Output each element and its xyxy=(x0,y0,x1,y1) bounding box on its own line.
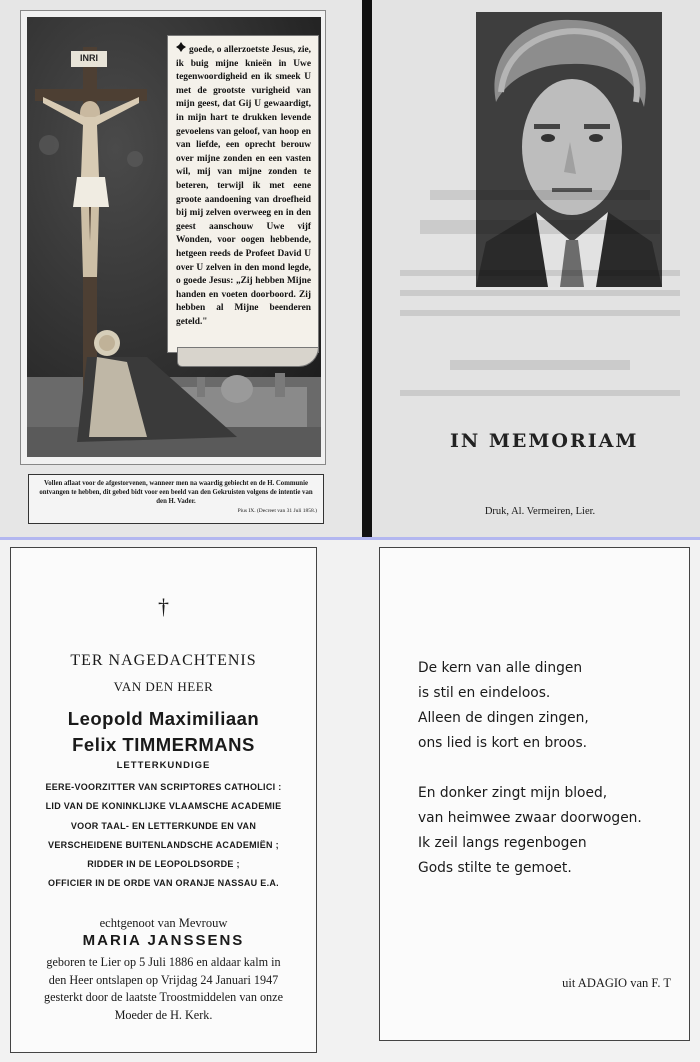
deceased-name-line1: Leopold Maximiliaan xyxy=(67,708,260,729)
crucifixion-illustration xyxy=(27,17,321,457)
bio-line: geboren te Lier op 5 Juli 1886 en aldaar kalm in xyxy=(46,955,281,969)
deceased-name-line2: Felix TIMMERMANS xyxy=(72,734,255,755)
remembrance-subheading: VAN DEN HEER xyxy=(113,679,214,694)
remembrance-heading: TER NAGEDACHTENIS xyxy=(70,652,257,669)
poem-line: Gods stilte te gemoet. xyxy=(418,860,572,876)
poem-line: Alleen de dingen zingen, xyxy=(418,710,589,726)
in-memoriam-title: IN MEMORIAM xyxy=(450,430,639,452)
bio-line: den Heer ontslapen op Vrijdag 24 Januari 1947 xyxy=(48,972,279,987)
inner-spread xyxy=(0,540,700,1062)
indulgence-text: Vollen aflaat voor de afgestorvenen, wanneer men na waardig gebiecht en de H. Communie ontvangen te hebben, dit gebed bidt voor een beeld van den Gekruisten volgens de intentie van den H. Vader. xyxy=(39,480,313,506)
obituary-panel xyxy=(10,547,317,1053)
poem-credit: uit ADAGIO van F. T xyxy=(562,976,671,990)
honour-line: LID VAN DE KONINKLIJKE VLAAMSCHE ACADEMIE xyxy=(45,801,282,812)
bio-line: gesterkt door de laatste Troostmiddelen van onze xyxy=(44,990,283,1005)
honours-list xyxy=(11,778,316,894)
poem-stanza-1 xyxy=(418,656,642,756)
prayer-scroll xyxy=(167,35,319,353)
prayer-text xyxy=(176,42,311,329)
deceased-profession: LETTERKUNDIGE xyxy=(116,760,211,771)
inri-plaque: INRI xyxy=(80,53,98,63)
poem xyxy=(418,656,642,906)
cross-icon: † xyxy=(158,594,169,619)
poem-line: En donker zingt mijn bloed, xyxy=(418,785,608,801)
honour-line: EERE-VOORZITTER VAN SCRIPTORES CATHOLICI : xyxy=(45,782,282,792)
fleuron-icon xyxy=(176,42,186,52)
poem-line: ons lied is kort en broos. xyxy=(418,735,588,751)
honour-line: VERSCHEIDENE BUITENLANDSCHE ACADEMIËN ; xyxy=(48,839,279,850)
birth-death-details xyxy=(11,954,316,1024)
poem-line: is stil en eindeloos. xyxy=(418,685,551,701)
printer-imprint: Druk, Al. Vermeiren, Lier. xyxy=(484,506,596,517)
poem-stanza-2 xyxy=(418,781,642,881)
honour-line: RIDDER IN DE LEOPOLDSORDE ; xyxy=(87,859,240,870)
devotional-card xyxy=(0,0,362,537)
bleed-through-text xyxy=(390,180,690,440)
poem-line: De kern van alle dingen xyxy=(418,660,583,676)
spouse-name: MARIA JANSSENS xyxy=(82,932,245,949)
scroll-curl xyxy=(177,347,319,367)
poem-line: Ik zeil langs regenbogen xyxy=(418,835,587,851)
bio-line: Moeder de H. Kerk. xyxy=(114,1007,213,1022)
poem-line: van heimwee zwaar doorwogen. xyxy=(418,810,642,826)
poem-panel xyxy=(379,547,690,1041)
devotional-image-frame xyxy=(20,10,326,465)
prayer-body: goede, o allerzoetste Jesus, zie, ik buig mijne knieën in Uwe tegenwoordigheid en ik smeek U met de grootste vurigheid van mijn geest, dat Gij U gewaardigt, in mijn hart te drukken levende gevoelens van geloof, van hoop en van liefde, een oprecht berouw over mijne zonden en een vasten wil, mij van mijne zonden te beteren, terwijl ik met eene groote aandoening van droefheid bij mij zelven overweeg en in den geest aanschouw Uwe vijf Wonden, voor oogen hebbende, hetgeen reeds de Profeet David U over U zelven in den mond legde, o goede Jesus: „Zij hebben Mijne handen en voeten doorboord. Zij hebben al Mijne beenderen geteld." xyxy=(176,45,311,327)
fold-shadow xyxy=(362,0,372,537)
indulgence-reference: Pius IX. (Decreet van 31 Juli 1858.) xyxy=(237,507,317,514)
indulgence-note xyxy=(28,474,324,524)
bleed-through-image xyxy=(390,180,690,440)
honour-line: VOOR TAAL- EN LETTERKUNDE EN VAN xyxy=(70,820,257,831)
spouse-intro: echtgenoot van Mevrouw xyxy=(99,916,228,930)
honour-line: OFFICIER IN DE ORDE VAN ORANJE NASSAU E.A. xyxy=(48,878,279,889)
